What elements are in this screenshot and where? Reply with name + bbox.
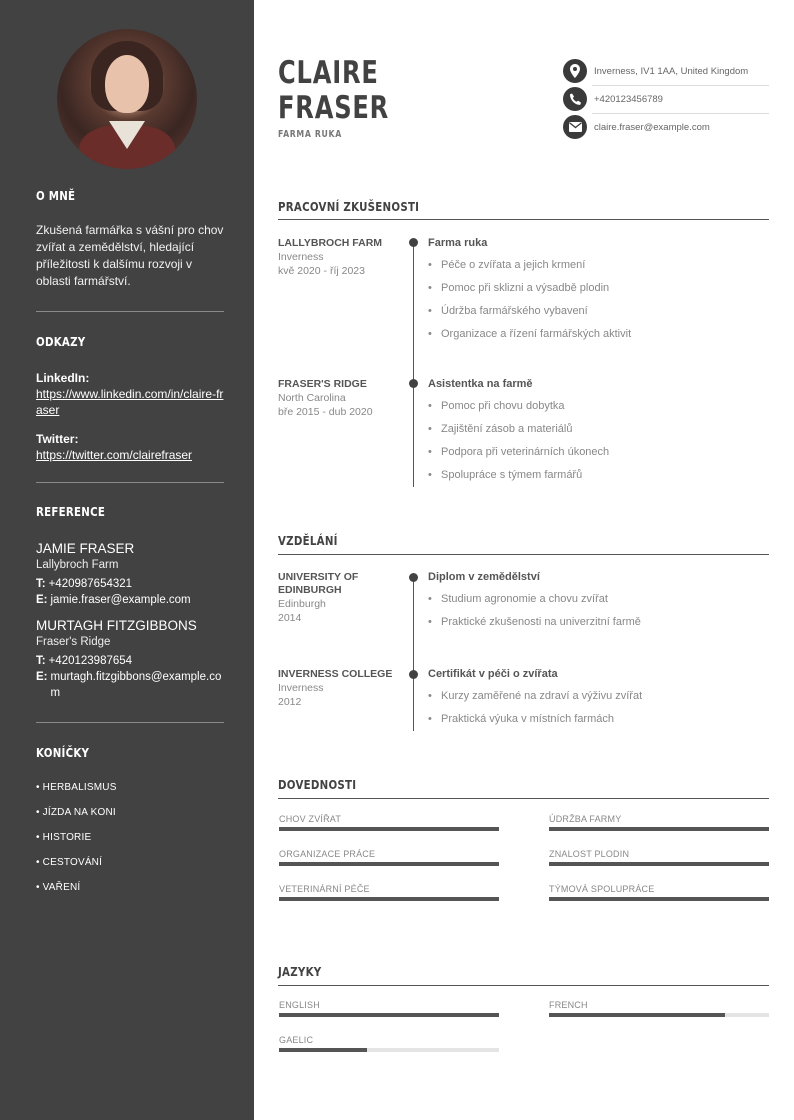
reference-company: Fraser's Ridge [36, 636, 111, 648]
education-org-block [278, 571, 403, 625]
skill-bar [279, 862, 499, 866]
org-dates: kvě 2020 - říj 2023 [278, 265, 365, 277]
org-dates: bře 2015 - dub 2020 [278, 406, 373, 418]
skills-heading: DOVEDNOSTI [278, 777, 357, 792]
references-section [36, 504, 224, 701]
skill-item [549, 814, 769, 831]
location-pin-icon [563, 59, 587, 83]
skill-name: TÝMOVÁ SPOLUPRÁCE [549, 884, 655, 894]
degree-title: Certifikát v péči o zvířata [428, 668, 558, 680]
education-details [428, 668, 768, 735]
phone-text: +420123456789 [594, 93, 663, 105]
reference-name: MURTAGH FITZGIBBONS [36, 618, 197, 633]
list-item: • Pomoc při sklizni a výsadbě plodin [428, 281, 768, 295]
education-details [428, 571, 768, 638]
reference-phone: +420987654321 [48, 578, 133, 590]
contact-divider [592, 85, 769, 86]
skill-bar-fill [549, 827, 769, 831]
org-dates: 2014 [278, 612, 302, 624]
list-item: • Spolupráce s týmem farmářů [428, 468, 768, 482]
first-name: CLAIRE [278, 55, 379, 91]
language-item [279, 1000, 499, 1017]
about-heading: O MNĚ [36, 188, 76, 203]
list-item: • Pomoc při chovu dobytka [428, 399, 768, 413]
reference-email: jamie.fraser@example.com [50, 594, 191, 606]
org-name: INVERNESS COLLEGE [278, 668, 393, 680]
job-title: Asistentka na farmě [428, 378, 533, 390]
experience-details [428, 237, 768, 350]
contact-phone [563, 87, 769, 111]
reference-company: Lallybroch Farm [36, 559, 119, 571]
phone-label: T: [36, 578, 46, 590]
skill-name: ZNALOST PLODIN [549, 849, 630, 859]
experience-org-block [278, 378, 403, 419]
skill-bar [549, 862, 769, 866]
list-item: • Kurzy zaměřené na zdraví a výživu zvířat [428, 689, 768, 703]
job-role: FARMA RUKA [278, 129, 342, 140]
reference-item [36, 541, 224, 608]
section-rule [278, 985, 769, 986]
skill-item [549, 849, 769, 866]
language-bar-fill [549, 1013, 725, 1017]
email-label: E: [36, 671, 48, 683]
address-text: Inverness, IV1 1AA, United Kingdom [594, 65, 749, 77]
phone-label: T: [36, 655, 46, 667]
language-bar-fill [279, 1013, 499, 1017]
twitter-link[interactable]: https://twitter.com/clairefraser [36, 448, 193, 462]
experience-org-block [278, 237, 403, 278]
education-org-block [278, 668, 403, 709]
skill-bar [279, 897, 499, 901]
reference-name: JAMIE FRASER [36, 541, 135, 556]
timeline-dot [409, 379, 418, 388]
org-name: LALLYBROCH FARM [278, 237, 383, 249]
twitter-label: Twitter: [36, 432, 79, 446]
skill-name: ÚDRŽBA FARMY [549, 814, 622, 824]
sidebar-divider [36, 482, 224, 483]
timeline-dot [409, 238, 418, 247]
skill-bar-fill [549, 897, 769, 901]
org-place: North Carolina [278, 392, 346, 404]
language-name: GAELIC [279, 1035, 314, 1045]
language-name: ENGLISH [279, 1000, 320, 1010]
experience-details [428, 378, 768, 491]
section-rule [278, 554, 769, 555]
list-item: • Praktická výuka v místních farmách [428, 712, 768, 726]
reference-phone: +420123987654 [48, 655, 133, 667]
language-item [279, 1035, 499, 1052]
language-bar [279, 1013, 499, 1017]
org-place: Edinburgh [278, 598, 326, 610]
last-name: FRASER [278, 90, 390, 126]
skill-bar-fill [279, 862, 499, 866]
timeline-dot [409, 573, 418, 582]
skill-name: VETERINÁRNÍ PÉČE [279, 884, 370, 894]
skill-bar-fill [279, 827, 499, 831]
envelope-icon [563, 115, 587, 139]
list-item: • Praktické zkušenosti na univerzitní farmě [428, 615, 768, 629]
references-heading: REFERENCE [36, 504, 106, 519]
language-item [549, 1000, 769, 1017]
skill-bar [549, 827, 769, 831]
skill-bar [279, 827, 499, 831]
org-dates: 2012 [278, 696, 302, 708]
experience-timeline [413, 242, 414, 487]
skill-bar-fill [279, 897, 499, 901]
list-item: • Údržba farmářského vybavení [428, 304, 768, 318]
list-item: • Studium agronomie a chovu zvířat [428, 592, 768, 606]
languages-heading: JAZYKY [278, 964, 322, 979]
sidebar-divider [36, 722, 224, 723]
skill-item [549, 884, 769, 901]
full-name [278, 56, 389, 126]
hobby-item: • VAŘENÍ [36, 882, 81, 893]
org-place: Inverness [278, 251, 324, 263]
contact-divider [592, 113, 769, 114]
language-name: FRENCH [549, 1000, 588, 1010]
skill-bar-fill [549, 862, 769, 866]
skill-item [279, 814, 499, 831]
phone-icon [563, 87, 587, 111]
email-label: E: [36, 594, 48, 606]
hobby-item: • CESTOVÁNÍ [36, 857, 103, 868]
links-heading: ODKAZY [36, 334, 86, 349]
language-bar-fill [279, 1048, 367, 1052]
profile-photo [57, 29, 197, 169]
language-bar [549, 1013, 769, 1017]
reference-item [36, 618, 224, 701]
job-title: Farma ruka [428, 237, 488, 249]
about-text: Zkušená farmářka s vášní pro chov zvířat a zemědělství, hledající příležitosti k dalšímu rozvoji v oblasti farmářství. [36, 223, 224, 288]
list-item: • Péče o zvířata a jejich krmení [428, 258, 768, 272]
contact-email [563, 115, 769, 139]
education-heading: VZDĚLÁNÍ [278, 533, 338, 548]
degree-title: Diplom v zemědělství [428, 571, 540, 583]
reference-email: murtagh.fitzgibbons@example.com [50, 671, 222, 699]
contact-address [563, 59, 769, 83]
skill-item [279, 884, 499, 901]
hobby-item: • HISTORIE [36, 832, 92, 843]
skill-bar [549, 897, 769, 901]
linkedin-link[interactable]: https://www.linkedin.com/in/claire-fraser [36, 387, 224, 417]
experience-heading: PRACOVNÍ ZKUŠENOSTI [278, 199, 420, 214]
hobbies-section [36, 745, 224, 907]
education-timeline [413, 576, 414, 731]
hobby-item: • HERBALISMUS [36, 782, 117, 793]
timeline-dot [409, 670, 418, 679]
about-section [36, 188, 224, 290]
language-bar [279, 1048, 499, 1052]
email-text: claire.fraser@example.com [594, 121, 710, 133]
skill-name: ORGANIZACE PRÁCE [279, 849, 376, 859]
org-name: UNIVERSITY OF EDINBURGH [278, 571, 359, 596]
hobby-item: • JÍZDA NA KONI [36, 807, 116, 818]
sidebar [0, 0, 254, 1120]
hobbies-heading: KONÍČKY [36, 745, 90, 760]
sidebar-divider [36, 311, 224, 312]
linkedin-label: LinkedIn: [36, 371, 90, 385]
skill-item [279, 849, 499, 866]
list-item: • Organizace a řízení farmářských aktivit [428, 327, 768, 341]
list-item: • Zajištění zásob a materiálů [428, 422, 768, 436]
list-item: • Podpora při veterinárních úkonech [428, 445, 768, 459]
section-rule [278, 219, 769, 220]
skill-name: CHOV ZVÍŘAT [279, 814, 342, 824]
links-section [36, 334, 224, 463]
org-place: Inverness [278, 682, 324, 694]
org-name: FRASER'S RIDGE [278, 378, 367, 390]
section-rule [278, 798, 769, 799]
